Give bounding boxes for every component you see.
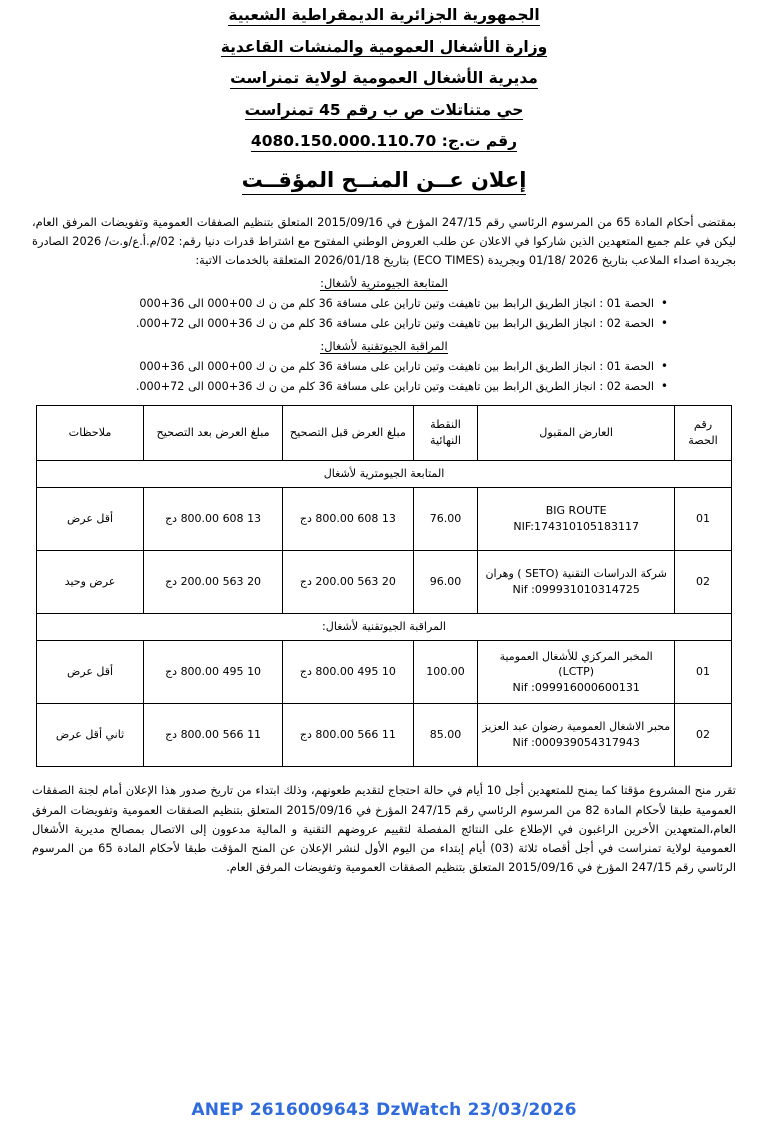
header-line-directorate: مديرية الأشغال العمومية لولاية تمنراست — [230, 69, 538, 87]
table-header — [37, 406, 732, 461]
bidder-nif: Nif :000939054317943 — [512, 736, 640, 750]
table-group-header-row — [37, 614, 732, 641]
bidder-name: المخبر المركزي للأشغال العمومية (LCTP) — [499, 649, 653, 679]
list-item: • الحصة 02 : انجاز الطريق الرابط بين تاهيفت وتين تاراين على مسافة 36 كلم من ن ك 36+000 الى 72+000. — [64, 378, 668, 395]
cell-lot: 01 — [675, 488, 732, 551]
bidder-nif: NIF:174310105183117 — [513, 520, 639, 534]
table-row — [37, 704, 732, 767]
cell-bidder — [478, 551, 675, 614]
column-header-amount-after: مبلغ العرض بعد التصحيح — [144, 406, 283, 461]
bidder-name: محبر الاشغال العمومية رضوان عبد العزيز — [482, 720, 671, 734]
list-item: • الحصة 01 : انجاز الطريق الرابط بين تاهيفت وتين تاراين على مسافة 36 كلم من ن ك 00+000 الى 36+000 — [64, 295, 668, 312]
cell-notes: ثاني أقل عرض — [37, 704, 144, 767]
column-header-lot: رقم الحصة — [675, 406, 732, 461]
header-line-ministry: وزارة الأشغال العمومية والمنشات القاعدية — [220, 37, 548, 56]
header-line-republic: الجمهورية الجزائرية الديمقراطية الشعبية — [228, 6, 540, 24]
cell-lot: 01 — [675, 641, 732, 704]
cell-score: 96.00 — [413, 551, 478, 614]
bidder-nif: Nif :099931010314725 — [512, 583, 640, 597]
list-item: • الحصة 01 : انجاز الطريق الرابط بين تاهيفت وتين تاراين على مسافة 36 كلم من ن ك 00+000 الى 36+000 — [64, 358, 668, 375]
column-header-notes: ملاحظات — [37, 406, 144, 461]
cell-score: 76.00 — [413, 488, 478, 551]
document-header — [28, 0, 740, 152]
cell-amount-after: 20 563 200.00 دج — [144, 551, 283, 614]
page-title: إعلان عــن المنــح المؤقــت — [242, 168, 527, 195]
table-group-label: المتابعة الجيومترية لأشغال — [37, 461, 732, 488]
cell-notes: عرض وحيد — [37, 551, 144, 614]
cell-amount-after: 11 566 800.00 دج — [144, 704, 283, 767]
cell-lot: 02 — [675, 551, 732, 614]
cell-amount-before: 13 608 800.00 دج — [283, 488, 414, 551]
intro-paragraph: بمقتضى أحكام المادة 65 من المرسوم الرئاسي رقم 247/15 المؤرخ في 2015/09/16 المتعلق بتنظيم الصفقات العمومية وتفويضات المرفق العام، ليكن في علم جميع المتعهدين الذين شاركوا في الاعلان عن طلب العروض الوطني المفتوح مع اشتراط قدرات دنيا رقم: 02/م.أ.ع/و.ت/ 2026 الصادرة بجريدة اصداء الملاعب بتاريخ 2026 /01/18 وبجريدة (ECO TIMES) بتاريخ 2026/01/18 المتعلقة بالخدمات الاتية: — [32, 214, 737, 267]
table-group-label: المراقبة الجيوتقنية لأشغال: — [37, 614, 732, 641]
header-line-tax-id: رقم ت.ج: 4080.150.000.110.70 — [250, 132, 518, 150]
anep-footer: ANEP 2616009643 DzWatch 23/03/2026 — [191, 1100, 577, 1120]
header-line-address: حي متناتلات ص ب رقم 45 تمنراست — [244, 100, 524, 119]
table-row — [37, 488, 732, 551]
bidder-name: شركة الدراسات التقنية (SETO ) وهران — [485, 567, 667, 581]
list-item: • الحصة 02 : انجاز الطريق الرابط بين تاهيفت وتين تاراين على مسافة 36 كلم من ن ك 36+000 الى 72+000. — [64, 315, 668, 332]
cell-amount-after: 13 608 800.00 دج — [144, 488, 283, 551]
cell-amount-after: 10 495 800.00 دج — [144, 641, 283, 704]
column-header-bidder: العارض المقبول — [478, 406, 675, 461]
cell-score: 85.00 — [413, 704, 478, 767]
cell-bidder — [478, 641, 675, 704]
cell-bidder — [478, 704, 675, 767]
column-header-score: النقطة النهائية — [413, 406, 478, 461]
section-title-geotechnical: المراقبة الجيوتقنية لأشغال: — [320, 338, 448, 353]
lot-list-geometric — [28, 295, 740, 333]
closing-paragraph: تقرر منح المشروع مؤقتا كما يمنح للمتعهدين أجل 10 أيام في حالة احتجاج لتقديم طعونهم، وذلك ابتداء من تاريخ صدور هذا الإعلان أمام لجنة الصفقات العمومية طبقا لأحكام المادة 82 من المرسوم الرئاسي رقم 247/15 المؤرخ في 2015/09/16 المتعلق بتنظيم الصفقات العمومية وتفويضات المرفق العام،المتعهدين الأخرين الراغبون في الإطلاع على النتائج المفصلة لتقييم عروضهم التقنية و المالية مدعوون إلى الاتصال بمصالح مديرية الأشغال العمومية لولاية تمنراست في أجل أقصاه ثلاثة (03) أيام إبتداء من اليوم الأول لنشر الإعلان عن المنح المؤقت طبقا لأحكام المادة 65 من المرسوم الرئاسي رقم 247/15 المؤرخ في 2015/09/16 المتعلق بتنظيم الصفقات العمومية وتفويضات المرفق العام. — [32, 783, 736, 875]
table-row — [37, 641, 732, 704]
column-header-amount-before: مبلغ العرض قبل التصحيح — [283, 406, 414, 461]
cell-score: 100.00 — [413, 641, 478, 704]
cell-bidder — [478, 488, 675, 551]
bidder-name: BIG ROUTE — [545, 504, 607, 518]
lot-list-geotechnical — [28, 358, 740, 396]
awards-table — [36, 405, 732, 767]
section-title-geometric: المتابعة الجيومترية لأشغال: — [320, 275, 448, 290]
cell-lot: 02 — [675, 704, 732, 767]
table-body — [37, 461, 732, 767]
table-group-header-row — [37, 461, 732, 488]
bidder-nif: Nif :099916000600131 — [512, 681, 640, 695]
cell-amount-before: 11 566 800.00 دج — [283, 704, 414, 767]
cell-amount-before: 20 563 200.00 دج — [283, 551, 414, 614]
awards-table-wrapper — [36, 405, 732, 767]
table-header-row — [37, 406, 732, 461]
cell-notes: أقل عرض — [37, 641, 144, 704]
cell-amount-before: 10 495 800.00 دج — [283, 641, 414, 704]
table-row — [37, 551, 732, 614]
cell-notes: أقل عرض — [37, 488, 144, 551]
